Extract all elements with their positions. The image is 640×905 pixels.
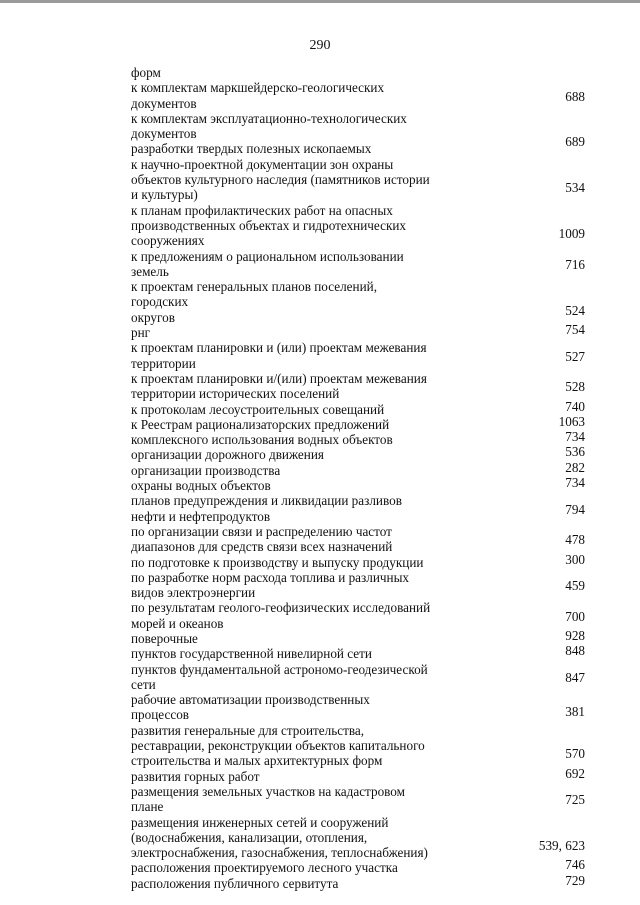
index-entry: [131, 475, 585, 494]
entry-page: 570: [565, 746, 585, 762]
index-entry: [131, 111, 585, 157]
entry-text: поверочные: [131, 630, 198, 646]
index-entry: [131, 765, 585, 784]
index-entry: [131, 643, 585, 662]
entry-page: 729: [565, 872, 585, 888]
entry-text: охраны водных объектов: [131, 478, 271, 494]
entry-text: рабочие автоматизации производственных процессов: [131, 692, 370, 723]
entry-text: по подготовке к производству и выпуску продукции: [131, 554, 424, 570]
entry-page: 734: [565, 475, 585, 491]
entry-page: 692: [565, 765, 585, 781]
entry-text: к проектам планировки и/(или) проектам межевания территории исторических поселений: [131, 370, 427, 402]
entry-page: 478: [565, 532, 585, 548]
entry-page: 524: [565, 302, 585, 318]
entry-text: к протоколам лесоустроительных совещаний: [131, 401, 385, 417]
index-entry: [131, 371, 585, 402]
entry-page: 794: [565, 501, 585, 517]
entry-page: 725: [565, 792, 585, 808]
index-entry: [131, 662, 585, 693]
entry-text: к проектам генеральных планов поселений, городских округов: [131, 279, 377, 325]
index-entry: [131, 249, 585, 280]
entry-page: 539, 623: [538, 838, 585, 854]
entry-page: 381: [565, 704, 585, 720]
entry-text: к комплектам маркшейдерско-геологических документов: [131, 80, 385, 111]
entry-text: расположения публичного сервитута: [131, 875, 339, 891]
entry-text: форм: [131, 65, 161, 80]
index-entry: [131, 815, 585, 861]
index-entry: [131, 65, 585, 80]
entry-text: рнг: [131, 325, 151, 341]
entry-page: 1063: [558, 413, 585, 429]
entry-text: к предложениям о рациональном использовании земель: [131, 248, 404, 279]
entry-text: к научно-проектной документации зон охраны объектов культурного наследия (памятников истории и культуры): [131, 156, 430, 203]
entry-page: 459: [565, 578, 585, 594]
entry-text: организации дорожного движения: [131, 447, 324, 463]
entry-page: 700: [565, 608, 585, 624]
entry-page: 848: [565, 643, 585, 659]
entry-page: 527: [565, 348, 585, 364]
page-number: 290: [309, 38, 331, 53]
entry-text: комплексного использования водных объектов: [131, 432, 393, 448]
index-entry: [131, 872, 585, 891]
index-entry: [131, 692, 585, 723]
index-entry: [131, 322, 585, 341]
index-entry: [131, 157, 585, 203]
index-entry: [131, 784, 585, 815]
entry-text: к комплектам эксплуатационно-технологических документов разработки твердых полезных ископаемых: [131, 110, 407, 157]
entry-page: 534: [565, 180, 585, 196]
entry-page: 734: [565, 429, 585, 445]
index-entry: [131, 551, 585, 570]
index-entry: [131, 279, 585, 325]
entry-text: по результатам геолого-геофизических исследований морей и океанов: [131, 600, 431, 631]
entry-page: 536: [565, 444, 585, 460]
entry-text: развития горных работ: [131, 768, 260, 784]
index-entry: [131, 524, 585, 555]
entry-text: пунктов фундаментальной астрономо-геодезической сети: [131, 661, 428, 692]
index-entry: [131, 80, 585, 111]
entry-page: 688: [565, 88, 585, 104]
index-entry: [131, 203, 585, 249]
index-entry: [131, 600, 585, 631]
entry-page: 740: [565, 398, 585, 414]
entry-page: [431, 72, 585, 73]
entry-page: 754: [565, 322, 585, 338]
entry-text: планов предупреждения и ликвидации разливов нефти и нефтепродуктов: [131, 493, 402, 524]
entry-text: к проектам планировки и (или) проектам межевания территории: [131, 340, 427, 371]
index-entry: [131, 570, 585, 601]
entry-page: 746: [565, 857, 585, 873]
entry-text: к планам профилактических работ на опасных производственных объектах и гидротехнических сооружениях: [131, 202, 407, 249]
entry-page: 1009: [558, 226, 585, 242]
entry-text: размещения земельных участков на кадастровом плане: [131, 783, 405, 815]
entry-text: по разработке норм расхода топлива и различных видов электроэнергии: [131, 569, 410, 601]
index-entry: [131, 723, 585, 769]
entry-text: развития генеральные для строительства, реставрации, реконструкции объектов капитального строительства и малых архитектурных форм: [131, 722, 425, 769]
entry-text: расположения проектируемого лесного участка: [131, 860, 398, 876]
index-entry: [131, 493, 585, 524]
entry-text: размещения инженерных сетей и сооружений (водоснабжения, канализации, отопления, электроснабжения, газоснабжения, теплоснабжения): [131, 814, 428, 861]
entry-page: 716: [565, 256, 585, 272]
entry-text: по организации связи и распределению частот диапазонов для средств связи всех назначений: [131, 523, 393, 555]
entry-page: 282: [565, 459, 585, 475]
index-list: [131, 65, 585, 891]
entry-page: 528: [565, 379, 585, 395]
scan-top-edge: [0, 0, 640, 3]
entry-page: 847: [565, 669, 585, 685]
entry-text: организации производства: [131, 462, 281, 478]
entry-text: пунктов государственной нивелирной сети: [131, 646, 372, 662]
entry-page: 300: [565, 551, 585, 567]
index-entry: [131, 340, 585, 371]
entry-text: к Реестрам рационализаторских предложений: [131, 416, 390, 432]
entry-page: 689: [565, 134, 585, 150]
entry-page: 928: [565, 627, 585, 643]
